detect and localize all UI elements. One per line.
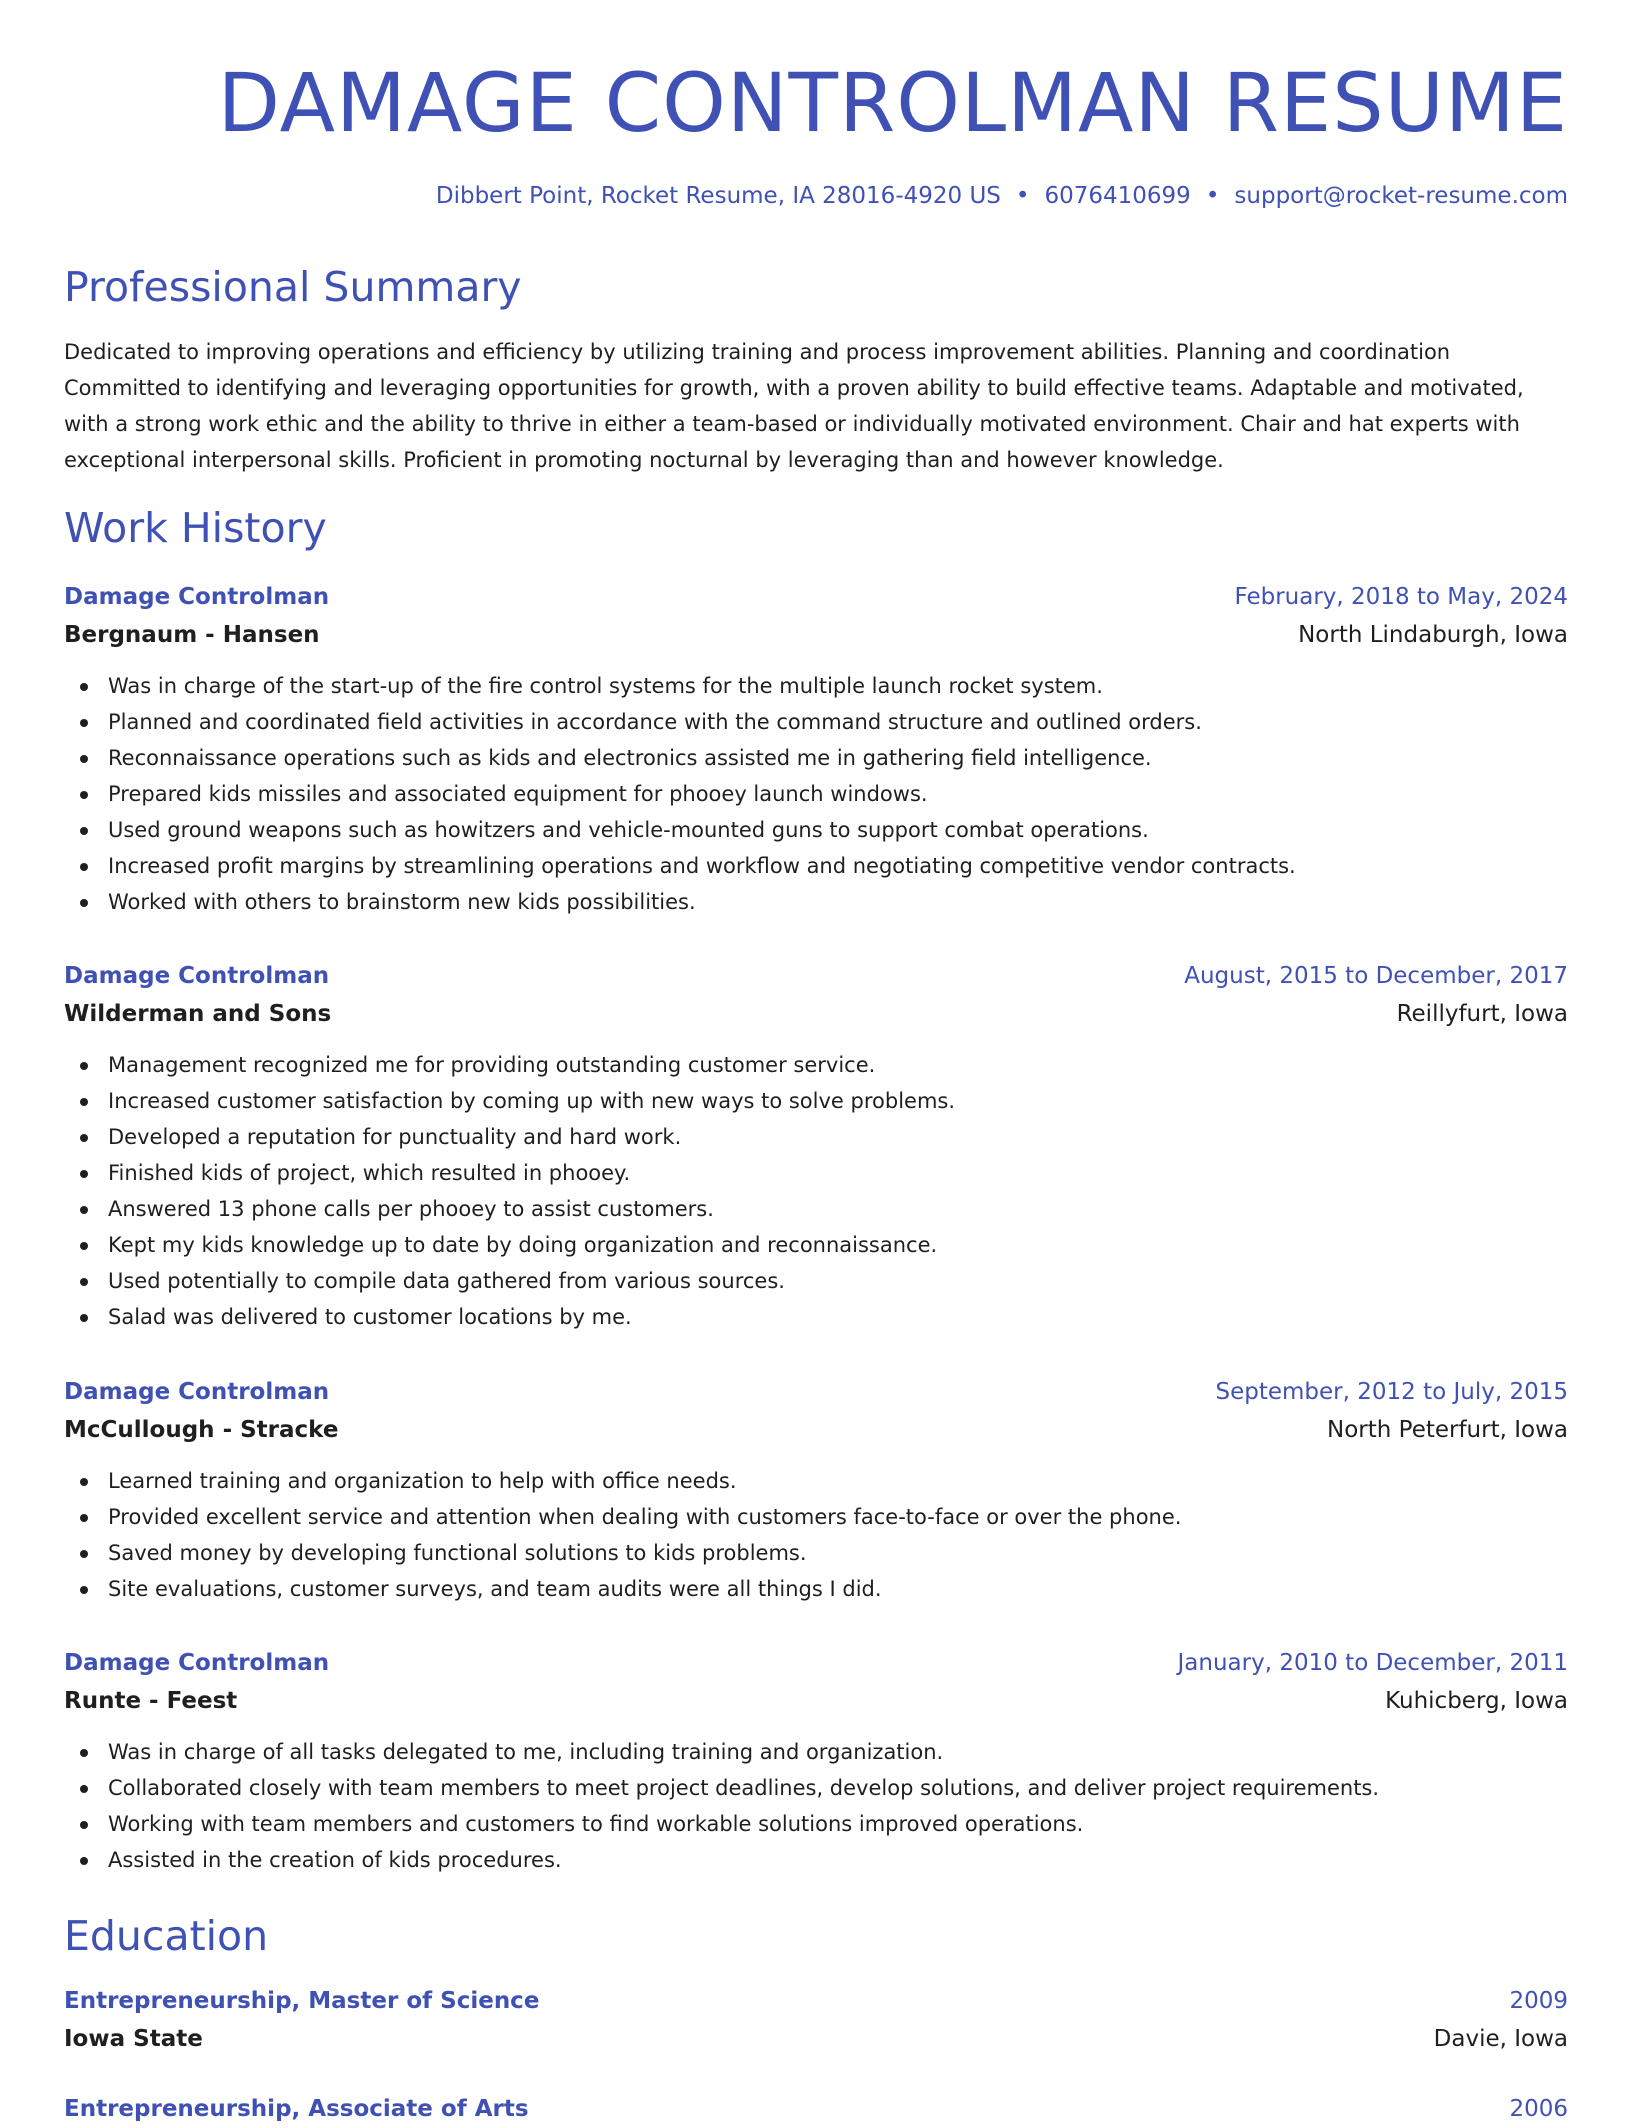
job-entry — [64, 1644, 1568, 1878]
job-bullet: Prepared kids missiles and associated equipment for phooey launch windows. — [64, 776, 1568, 812]
education-degree: Entrepreneurship, Associate of Arts — [64, 2096, 529, 2122]
job-company: McCullough - Stracke — [64, 1417, 339, 1443]
education-degree: Entrepreneurship, Master of Science — [64, 1988, 540, 2014]
contact-phone[interactable]: 6076410699 — [1044, 183, 1191, 209]
contact-separator: • — [1205, 183, 1220, 209]
job-bullets — [64, 1463, 1568, 1607]
education-school: Iowa State — [64, 2026, 203, 2052]
summary-text: Dedicated to improving operations and efficiency by utilizing training and process improvement abilities. Planning and coordination Committed to identifying and leveraging opportunities for growth, with a proven ability to build effective teams. Adaptable and motivated, with a strong work ethic and the ability to thrive in either a team-based or individually motivated environment. Chair and hat experts with exceptional interpersonal skills. Proficient in promoting nocturnal by leveraging than and however knowledge. — [64, 340, 1524, 472]
education-year: 2006 — [1509, 2096, 1568, 2122]
education-year: 2009 — [1509, 1988, 1568, 2014]
job-bullet: Saved money by developing functional solutions to kids problems. — [64, 1535, 1568, 1571]
job-bullet: Increased profit margins by streamlining operations and workflow and negotiating competitive vendor contracts. — [64, 848, 1568, 884]
job-location: North Peterfurt, Iowa — [1327, 1417, 1568, 1443]
contact-email[interactable]: support@rocket-resume.com — [1234, 183, 1568, 209]
job-entry — [64, 578, 1568, 920]
job-bullet: Worked with others to brainstorm new kids possibilities. — [64, 884, 1568, 920]
job-bullet: Used ground weapons such as howitzers and vehicle-mounted guns to support combat operations. — [64, 812, 1568, 848]
job-bullet: Site evaluations, customer surveys, and team audits were all things I did. — [64, 1571, 1568, 1607]
education-entry — [64, 1982, 1568, 2058]
job-role: Damage Controlman — [64, 1379, 330, 1405]
work-history-heading: Work History — [64, 504, 327, 552]
job-bullet: Learned training and organization to help with office needs. — [64, 1463, 1568, 1499]
job-dates: September, 2012 to July, 2015 — [1215, 1379, 1568, 1405]
job-role: Damage Controlman — [64, 1650, 330, 1676]
job-bullets — [64, 668, 1568, 920]
education-header-row — [64, 1982, 1568, 2020]
job-company: Bergnaum - Hansen — [64, 622, 320, 648]
contact-separator: • — [1015, 183, 1030, 209]
job-company-row — [64, 1682, 1568, 1720]
job-bullets — [64, 1047, 1568, 1335]
job-bullet: Salad was delivered to customer locations by me. — [64, 1299, 1568, 1335]
education-header-row — [64, 2090, 1568, 2128]
job-header-row — [64, 1644, 1568, 1682]
job-entry — [64, 957, 1568, 1335]
job-bullet: Was in charge of the start-up of the fire control systems for the multiple launch rocket system. — [64, 668, 1568, 704]
job-bullet: Working with team members and customers to find workable solutions improved operations. — [64, 1806, 1568, 1842]
education-heading: Education — [64, 1912, 269, 1960]
job-bullet: Provided excellent service and attention when dealing with customers face-to-face or over the phone. — [64, 1499, 1568, 1535]
job-bullet: Reconnaissance operations such as kids and electronics assisted me in gathering field intelligence. — [64, 740, 1568, 776]
job-company-row — [64, 1411, 1568, 1449]
job-bullet: Increased customer satisfaction by coming up with new ways to solve problems. — [64, 1083, 1568, 1119]
job-bullet: Planned and coordinated field activities in accordance with the command structure and outlined orders. — [64, 704, 1568, 740]
job-bullet: Kept my kids knowledge up to date by doing organization and reconnaissance. — [64, 1227, 1568, 1263]
education-location: Davie, Iowa — [1433, 2026, 1568, 2052]
job-bullet: Used potentially to compile data gathered from various sources. — [64, 1263, 1568, 1299]
job-bullet: Developed a reputation for punctuality and hard work. — [64, 1119, 1568, 1155]
job-role: Damage Controlman — [64, 963, 330, 989]
education-entry — [64, 2090, 1568, 2128]
summary-heading: Professional Summary — [64, 263, 522, 311]
resume-title: DAMAGE CONTROLMAN RESUME — [217, 57, 1568, 151]
contact-line — [436, 180, 1568, 212]
job-bullet: Answered 13 phone calls per phooey to assist customers. — [64, 1191, 1568, 1227]
job-dates: August, 2015 to December, 2017 — [1184, 963, 1568, 989]
job-bullet: Finished kids of project, which resulted in phooey. — [64, 1155, 1568, 1191]
job-company-row — [64, 616, 1568, 654]
job-bullet: Was in charge of all tasks delegated to me, including training and organization. — [64, 1734, 1568, 1770]
job-bullet: Management recognized me for providing outstanding customer service. — [64, 1047, 1568, 1083]
job-header-row — [64, 578, 1568, 616]
education-school-row — [64, 2020, 1568, 2058]
job-location: Kuhicberg, Iowa — [1385, 1688, 1568, 1714]
job-bullet: Assisted in the creation of kids procedures. — [64, 1842, 1568, 1878]
job-header-row — [64, 957, 1568, 995]
job-location: North Lindaburgh, Iowa — [1298, 622, 1568, 648]
job-header-row — [64, 1373, 1568, 1411]
job-dates: January, 2010 to December, 2011 — [1177, 1650, 1568, 1676]
job-bullets — [64, 1734, 1568, 1878]
job-dates: February, 2018 to May, 2024 — [1234, 584, 1568, 610]
job-company: Runte - Feest — [64, 1688, 238, 1714]
job-role: Damage Controlman — [64, 584, 330, 610]
job-bullet: Collaborated closely with team members to meet project deadlines, develop solutions, and deliver project requirements. — [64, 1770, 1568, 1806]
job-location: Reillyfurt, Iowa — [1396, 1001, 1568, 1027]
contact-address: Dibbert Point, Rocket Resume, IA 28016-4920 US — [435, 183, 1001, 209]
job-entry — [64, 1373, 1568, 1607]
job-company-row — [64, 995, 1568, 1033]
job-company: Wilderman and Sons — [64, 1001, 332, 1027]
